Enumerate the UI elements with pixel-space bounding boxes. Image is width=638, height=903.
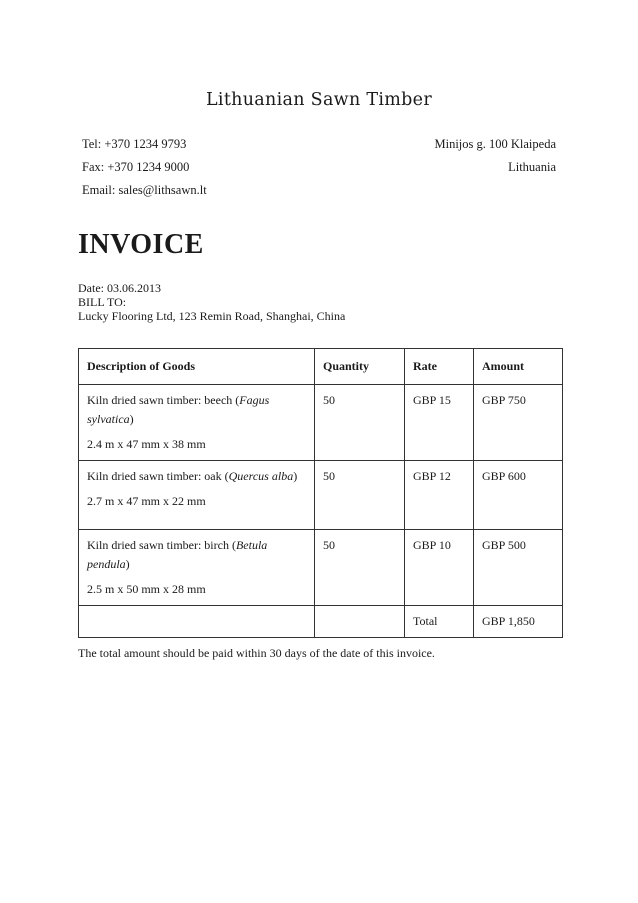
total-row — [79, 606, 563, 638]
cell-amount: GBP 600 — [474, 461, 563, 530]
cell-amount: GBP 750 — [474, 385, 563, 461]
bill-to-address: Lucky Flooring Ltd, 123 Remin Road, Shanghai, China — [78, 309, 346, 323]
cell-quantity: 50 — [315, 461, 405, 530]
invoice-date: Date: 03.06.2013 — [78, 281, 161, 295]
address-street: Minijos g. 100 Klaipeda — [434, 137, 556, 151]
total-empty-cell — [79, 606, 315, 638]
cell-rate: GBP 10 — [405, 530, 474, 606]
description-text — [87, 467, 306, 486]
table-row — [79, 385, 563, 461]
contact-email: Email: sales@lithsawn.lt — [82, 183, 207, 197]
cell-amount: GBP 500 — [474, 530, 563, 606]
address-country: Lithuania — [508, 160, 556, 174]
cell-rate: GBP 12 — [405, 461, 474, 530]
total-empty-cell — [315, 606, 405, 638]
description-suffix: ) — [125, 557, 130, 571]
cell-description — [79, 530, 315, 606]
payment-note: The total amount should be paid within 30 days of the date of this invoice. — [78, 646, 435, 660]
invoice-title: INVOICE — [78, 229, 204, 260]
company-name: Lithuanian Sawn Timber — [206, 90, 432, 110]
cell-quantity: 50 — [315, 385, 405, 461]
latin-name: Quercus alba — [228, 469, 294, 483]
header-description: Description of Goods — [79, 349, 315, 385]
header-rate: Rate — [405, 349, 474, 385]
cell-description — [79, 461, 315, 530]
dimensions: 2.7 m x 47 mm x 22 mm — [87, 494, 206, 508]
description-text — [87, 536, 306, 574]
total-label: Total — [405, 606, 474, 638]
table-header-row — [79, 349, 563, 385]
goods-table — [78, 348, 563, 638]
contact-fax: Fax: +370 1234 9000 — [82, 160, 190, 174]
header-quantity: Quantity — [315, 349, 405, 385]
description-prefix: Kiln dried sawn timber: oak ( — [87, 469, 229, 483]
latin-name: Betula pendula — [87, 538, 268, 571]
description-suffix: ) — [129, 412, 134, 426]
bill-to-label: BILL TO: — [78, 295, 127, 309]
dimensions: 2.5 m x 50 mm x 28 mm — [87, 582, 206, 596]
cell-rate: GBP 15 — [405, 385, 474, 461]
header-amount: Amount — [474, 349, 563, 385]
cell-quantity: 50 — [315, 530, 405, 606]
latin-name: Fagus sylvatica — [87, 393, 270, 426]
total-amount: GBP 1,850 — [474, 606, 563, 638]
description-text — [87, 391, 306, 429]
dimensions: 2.4 m x 47 mm x 38 mm — [87, 437, 206, 451]
table-row — [79, 530, 563, 606]
description-prefix: Kiln dried sawn timber: birch ( — [87, 538, 236, 552]
table-row — [79, 461, 563, 530]
contact-tel: Tel: +370 1234 9793 — [82, 137, 187, 151]
description-suffix: ) — [293, 469, 298, 483]
cell-description — [79, 385, 315, 461]
description-prefix: Kiln dried sawn timber: beech ( — [87, 393, 240, 407]
